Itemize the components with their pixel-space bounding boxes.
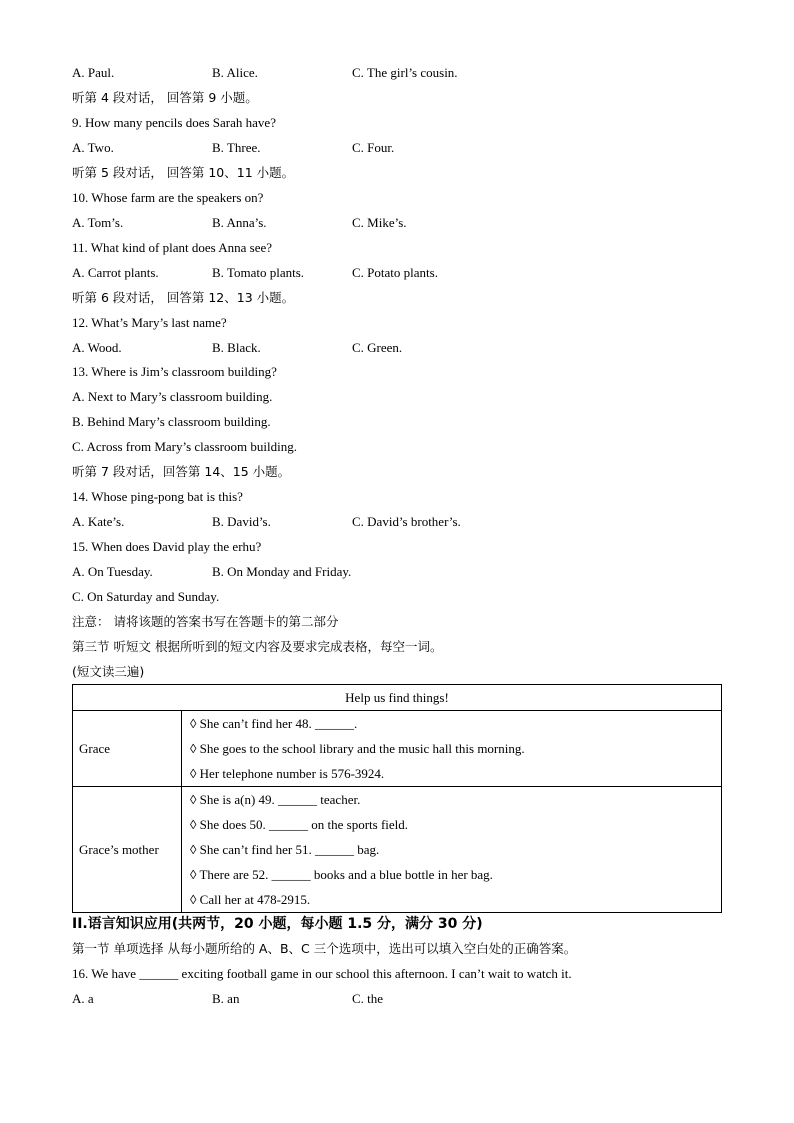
part1-instruction: 第一节 单项选择 从每小题所给的 A、B、C 三个选项中，选出可以填入空白处的正确答案。 — [72, 941, 577, 956]
detail-line: ◊ Call her at 478-2915. — [190, 892, 311, 907]
option-a: A. Two. — [72, 140, 114, 155]
option-a: A. Wood. — [72, 340, 122, 355]
question-text: 16. We have ______ exciting football game in our school this afternoon. I can’t wait to watch it. — [72, 966, 572, 981]
grace-details — [182, 711, 722, 787]
option-b: B. Behind Mary’s classroom building. — [72, 414, 271, 429]
option-b: B. Alice. — [212, 65, 258, 80]
option-c: C. The girl’s cousin. — [352, 65, 458, 80]
section-instruction: 听第 6 段对话， 回答第 12、13 小题。 — [72, 290, 295, 305]
option-c: C. Green. — [352, 340, 403, 355]
row-label-mother: Grace’s mother — [73, 787, 182, 913]
detail-line: ◊ She is a(n) 49. ______ teacher. — [190, 792, 361, 807]
question-text: 13. Where is Jim’s classroom building? — [72, 364, 277, 379]
option-c: C. Across from Mary’s classroom building. — [72, 439, 297, 454]
mother-details — [182, 787, 722, 913]
section-instruction: 听第 4 段对话， 回答第 9 小题。 — [72, 90, 258, 105]
find-things-table — [72, 684, 722, 913]
option-b: B. Tomato plants. — [212, 265, 305, 280]
option-a: A. a — [72, 991, 94, 1006]
option-b: B. Black. — [212, 340, 261, 355]
option-b: B. an — [212, 991, 240, 1006]
option-c: C. Mike’s. — [352, 215, 407, 230]
option-c: C. David’s brother’s. — [352, 514, 461, 529]
detail-line: ◊ She can’t find her 51. ______ bag. — [190, 842, 380, 857]
option-c: C. Potato plants. — [352, 265, 438, 280]
option-a: A. Carrot plants. — [72, 265, 159, 280]
option-a: A. Next to Mary’s classroom building. — [72, 389, 273, 404]
question-text: 15. When does David play the erhu? — [72, 539, 262, 554]
question-text: 12. What’s Mary’s last name? — [72, 315, 227, 330]
detail-line: ◊ She can’t find her 48. ______. — [190, 716, 358, 731]
part3-instruction: 第三节 听短文 根据所听到的短文内容及要求完成表格，每空一词。 — [72, 639, 443, 654]
row-label-grace: Grace — [73, 711, 182, 787]
option-a: A. Kate’s. — [72, 514, 125, 529]
question-text: 10. Whose farm are the speakers on? — [72, 190, 264, 205]
option-c: C. Four. — [352, 140, 395, 155]
detail-line: ◊ She does 50. ______ on the sports field. — [190, 817, 409, 832]
detail-line: ◊ She goes to the school library and the music hall this morning. — [190, 741, 525, 756]
question-text: 11. What kind of plant does Anna see? — [72, 240, 273, 255]
option-a: A. On Tuesday. — [72, 564, 153, 579]
note: 注意： 请将该题的答案书写在答题卡的第二部分 — [72, 614, 339, 629]
option-a: A. Tom’s. — [72, 215, 124, 230]
option-b: B. David’s. — [212, 514, 271, 529]
section-instruction: 听第 7 段对话，回答第 14、15 小题。 — [72, 464, 291, 479]
option-c: C. On Saturday and Sunday. — [72, 589, 220, 604]
section-heading: II.语言知识应用(共两节，20 小题，每小题 1.5 分，满分 30 分) — [72, 916, 483, 932]
section-instruction: 听第 5 段对话， 回答第 10、11 小题。 — [72, 165, 295, 180]
part3-subnote: (短文读三遍) — [72, 664, 145, 679]
option-c: C. the — [352, 991, 384, 1006]
option-b: B. Anna’s. — [212, 215, 267, 230]
table-title: Help us find things! — [73, 685, 722, 711]
option-b: B. Three. — [212, 140, 261, 155]
question-text: 9. How many pencils does Sarah have? — [72, 115, 276, 130]
detail-line: ◊ There are 52. ______ books and a blue bottle in her bag. — [190, 867, 493, 882]
detail-line: ◊ Her telephone number is 576-3924. — [190, 766, 385, 781]
question-text: 14. Whose ping-pong bat is this? — [72, 489, 243, 504]
option-a: A. Paul. — [72, 65, 115, 80]
option-b: B. On Monday and Friday. — [212, 564, 352, 579]
